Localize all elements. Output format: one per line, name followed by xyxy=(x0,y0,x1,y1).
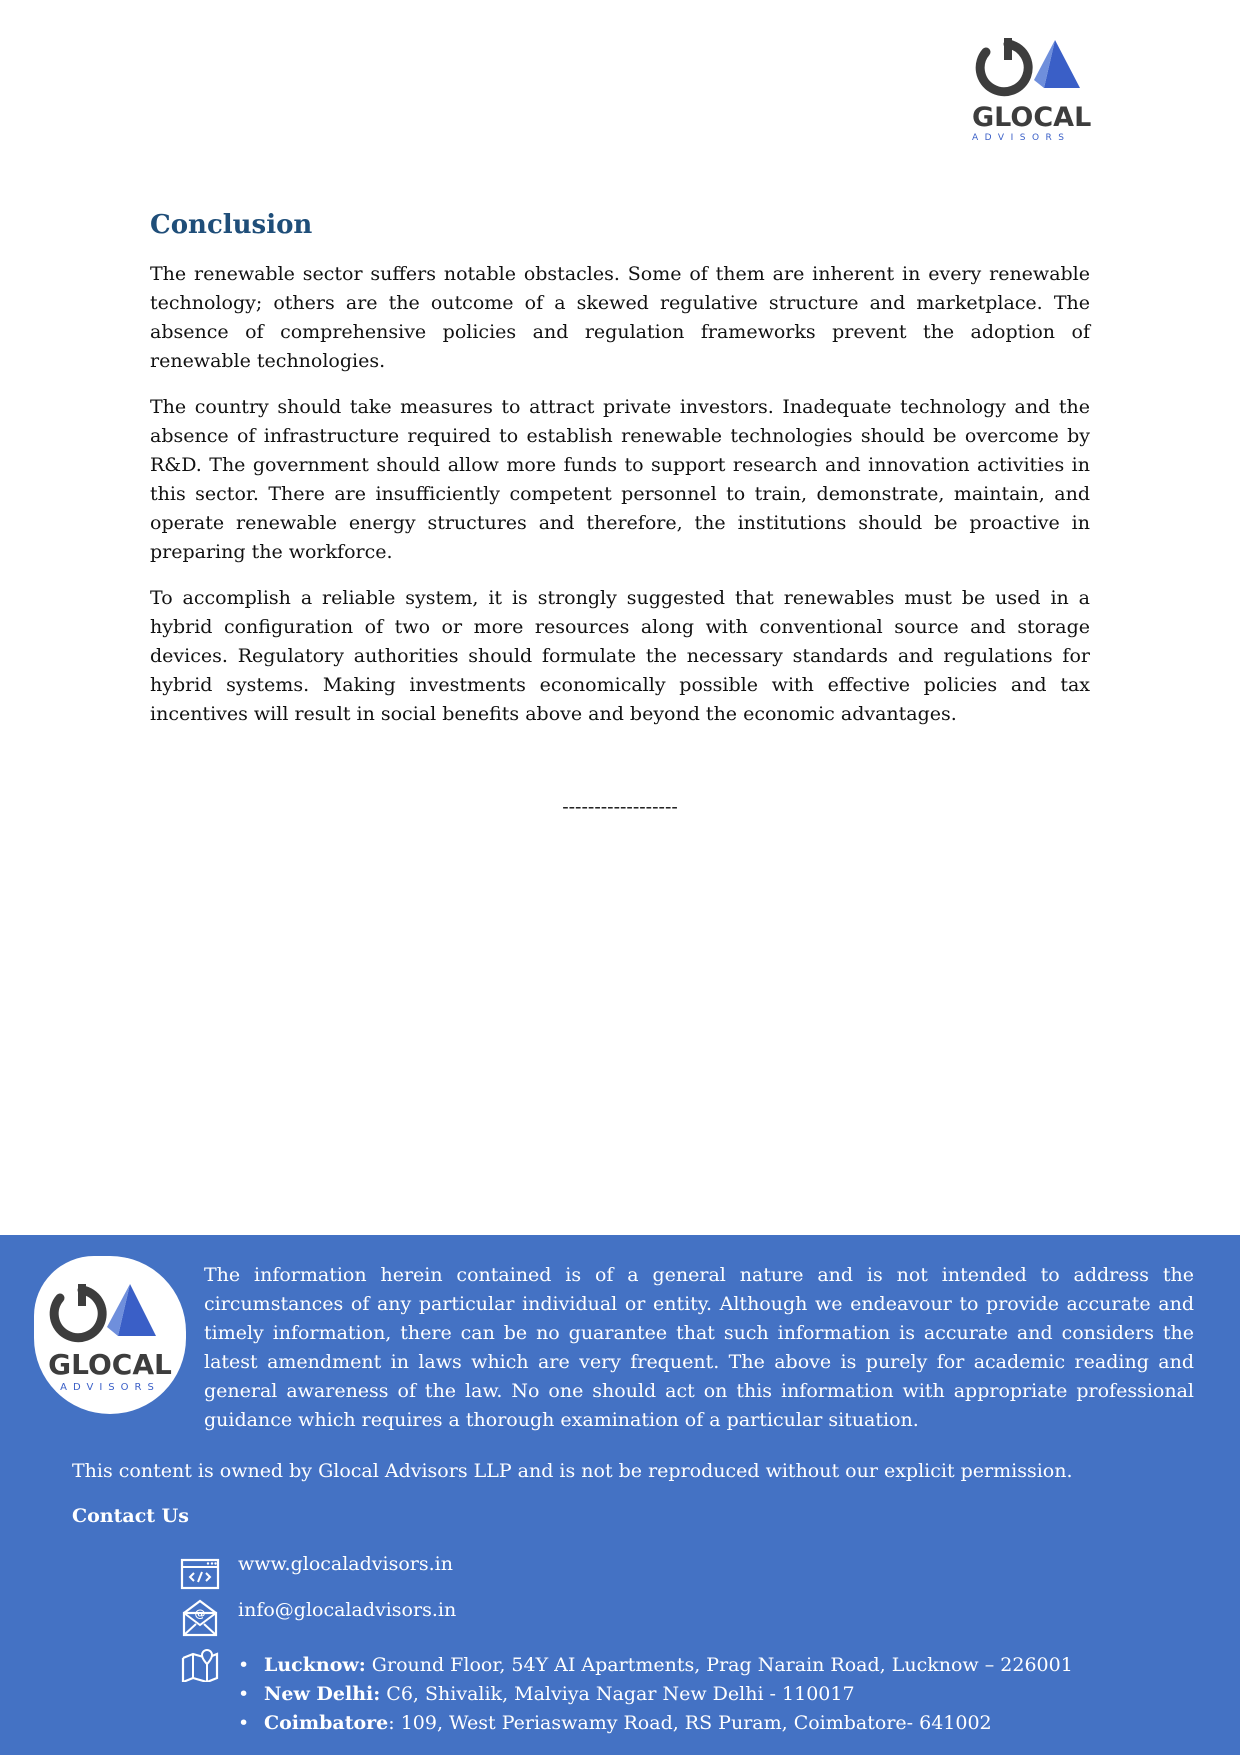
footer-logo-wordmark: GLOCAL xyxy=(48,1348,172,1381)
website-row xyxy=(180,1557,220,1591)
logo-subtitle: ADVISORS xyxy=(972,133,1071,143)
logo-wordmark: GLOCAL xyxy=(972,102,1092,133)
paragraph-1: The renewable sector suffers notable obstacles. Some of them are inherent in every renewable technology; others are the outcome of a skewed regulative structure and marketplace. The absence of comprehensive policies and regulation frameworks prevent the adoption of renewable technologies. xyxy=(150,263,1090,372)
glocal-logo xyxy=(972,36,1092,143)
logo-mark-icon xyxy=(972,36,1092,102)
footer xyxy=(0,1235,1240,1755)
address-text: Ground Floor, 54Y AI Apartments, Prag Narain Road, Lucknow – 226001 xyxy=(365,1654,1073,1676)
svg-text:@: @ xyxy=(194,1607,206,1620)
email-row xyxy=(180,1597,220,1637)
address-item: • Lucknow: Ground Floor, 54Y AI Apartments, Prag Narain Road, Lucknow – 226001 xyxy=(238,1654,1073,1676)
paragraph-2: The country should take measures to attract private investors. Inadequate technology and the absence of infrastructure required to establish renewable technologies should be overcome by R&D. The government should allow more funds to support research and innovation activities in this sector. There are insufficiently competent personnel to train, demonstrate, maintain, and operate renewable energy structures and therefore, the institutions should be proactive in preparing the workforce. xyxy=(150,396,1090,563)
email-link[interactable]: info@glocaladvisors.in xyxy=(238,1599,457,1621)
email-envelope-icon xyxy=(180,1597,220,1637)
section-title: Conclusion xyxy=(150,210,313,240)
main-content xyxy=(150,210,1090,746)
address-city: New Delhi: xyxy=(264,1683,381,1705)
code-window-icon xyxy=(180,1557,220,1591)
address-text: C6, Shivalik, Malviya Nagar New Delhi - 110017 xyxy=(380,1683,855,1705)
ownership-notice: This content is owned by Glocal Advisors LLP and is not be reproduced without our explicit permission. xyxy=(72,1460,1073,1482)
address-city: Lucknow: xyxy=(264,1654,366,1676)
section-divider: ------------------ xyxy=(562,796,678,818)
paragraph-3: To accomplish a reliable system, it is strongly suggested that renewables must be used in a hybrid configuration of two or more resources along with conventional source and storage devices. Regulatory authorities should formulate the necessary standards and regulations for hybrid systems. Making investments economically possible with effective policies and tax incentives will result in social benefits above and beyond the economic advantages. xyxy=(150,587,1090,725)
address-city: Coimbatore xyxy=(264,1712,389,1734)
footer-logo-mark-icon xyxy=(34,1256,186,1414)
address-list xyxy=(238,1651,1073,1738)
address-item: • New Delhi: C6, Shivalik, Malviya Nagar New Delhi - 110017 xyxy=(238,1683,855,1705)
footer-logo xyxy=(34,1256,186,1414)
address-item: • Coimbatore: 109, West Periaswamy Road, RS Puram, Coimbatore- 641002 xyxy=(238,1712,992,1734)
address-text: : 109, West Periaswamy Road, RS Puram, Coimbatore- 641002 xyxy=(388,1712,992,1734)
contact-title: Contact Us xyxy=(72,1505,189,1527)
disclaimer-text: The information herein contained is of a general nature and is not intended to address the circumstances of any particular individual or entity. Although we endeavour to provide accurate and timely information, there can be no guarantee that such information is accurate and considers the latest amendment in laws which are very frequent. The above is purely for academic reading and general awareness of the law. No one should act on this information with appropriate professional guidance which requires a thorough examination of a particular situation. xyxy=(204,1264,1194,1431)
footer-logo-subtitle: ADVISORS xyxy=(60,1382,160,1393)
website-link[interactable]: www.glocaladvisors.in xyxy=(238,1553,453,1575)
address-row xyxy=(180,1648,220,1682)
map-location-icon xyxy=(180,1648,220,1682)
